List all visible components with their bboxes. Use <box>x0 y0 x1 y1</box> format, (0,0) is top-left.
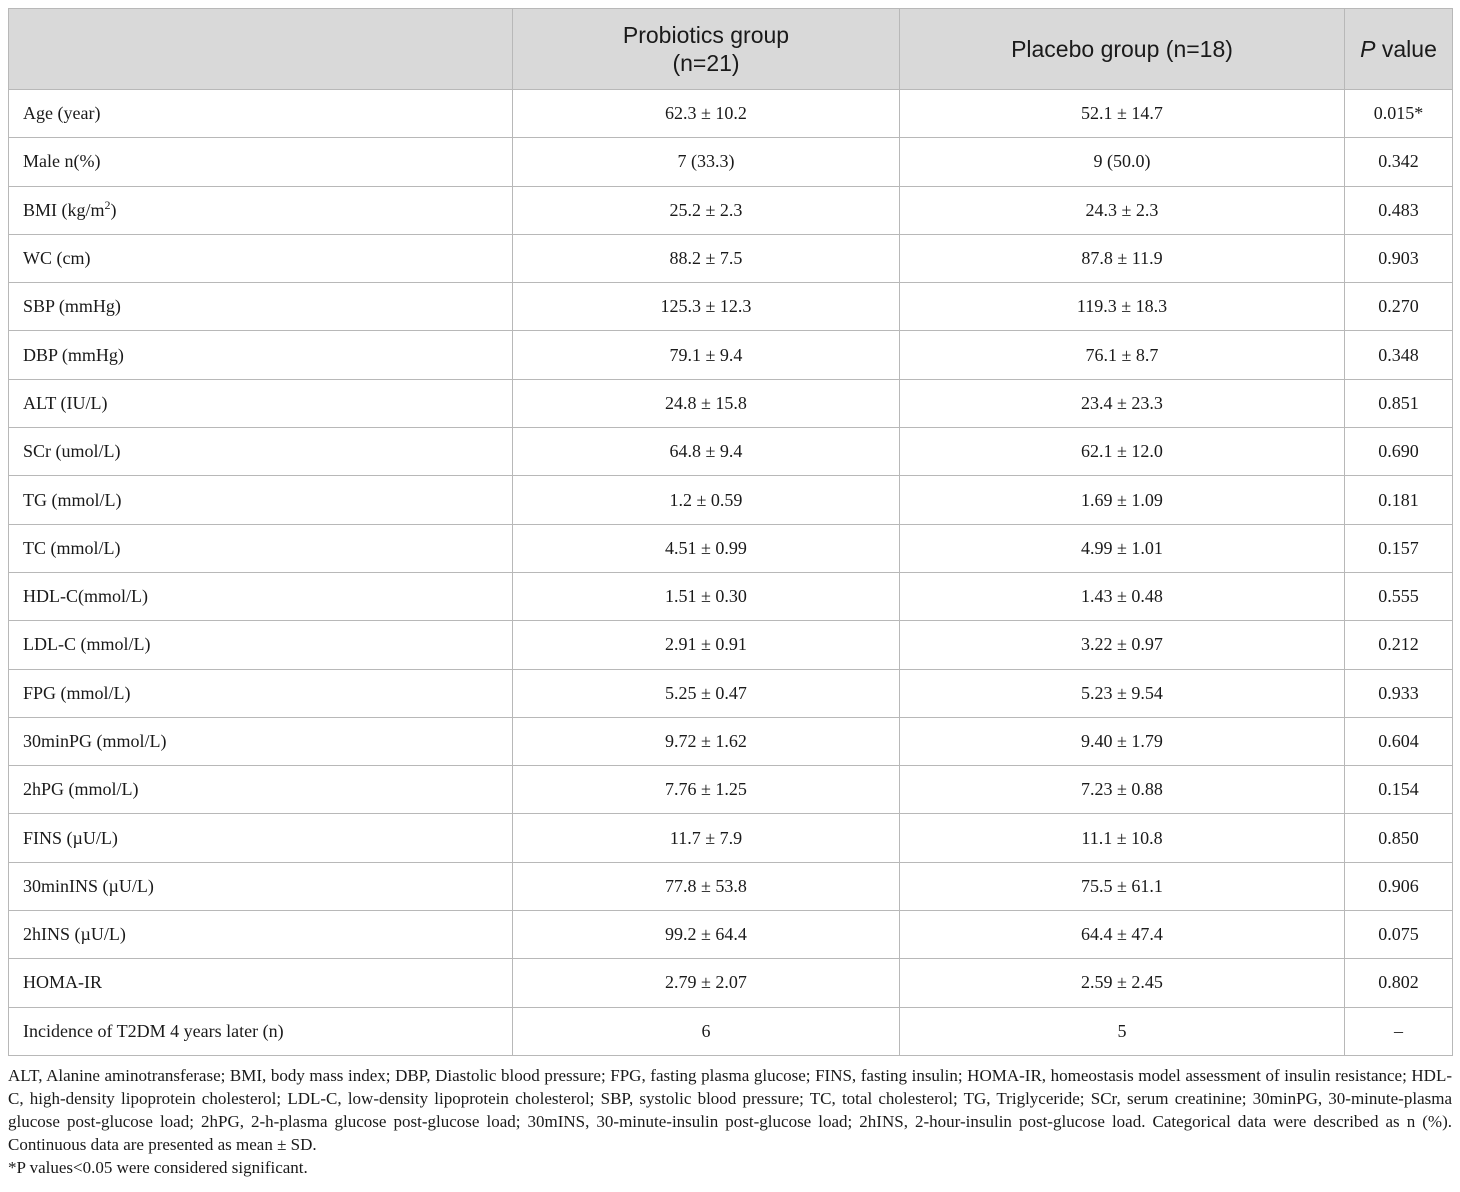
p-value: 0.342 <box>1345 138 1453 186</box>
table-row <box>9 524 1453 572</box>
probiotics-value: 2.91 ± 0.91 <box>513 621 900 669</box>
table-row <box>9 379 1453 427</box>
row-label: Incidence of T2DM 4 years later (n) <box>9 1007 513 1055</box>
row-label: Age (year) <box>9 90 513 138</box>
p-value: 0.157 <box>1345 524 1453 572</box>
probiotics-value: 1.2 ± 0.59 <box>513 476 900 524</box>
placebo-value: 11.1 ± 10.8 <box>900 814 1345 862</box>
header-row <box>9 9 1453 90</box>
placebo-value: 1.69 ± 1.09 <box>900 476 1345 524</box>
placebo-value: 62.1 ± 12.0 <box>900 428 1345 476</box>
placebo-value: 64.4 ± 47.4 <box>900 911 1345 959</box>
table-row <box>9 90 1453 138</box>
placebo-value: 9 (50.0) <box>900 138 1345 186</box>
probiotics-value: 9.72 ± 1.62 <box>513 717 900 765</box>
header-p-letter: P <box>1360 36 1376 62</box>
placebo-value: 1.43 ± 0.48 <box>900 572 1345 620</box>
placebo-value: 75.5 ± 61.1 <box>900 862 1345 910</box>
placebo-value: 24.3 ± 2.3 <box>900 186 1345 234</box>
row-label: HOMA-IR <box>9 959 513 1007</box>
table-row <box>9 283 1453 331</box>
p-value: 0.555 <box>1345 572 1453 620</box>
header-value-word: value <box>1375 36 1437 62</box>
probiotics-value: 25.2 ± 2.3 <box>513 186 900 234</box>
p-value: 0.690 <box>1345 428 1453 476</box>
placebo-value: 5 <box>900 1007 1345 1055</box>
row-label: SBP (mmHg) <box>9 283 513 331</box>
table-row <box>9 766 1453 814</box>
header-probiotics-line2: (n=21) <box>672 50 740 76</box>
probiotics-value: 6 <box>513 1007 900 1055</box>
table-row <box>9 814 1453 862</box>
row-label: DBP (mmHg) <box>9 331 513 379</box>
row-label: 30minPG (mmol/L) <box>9 717 513 765</box>
table-row <box>9 331 1453 379</box>
p-value: 0.906 <box>1345 862 1453 910</box>
row-label: Male n(%) <box>9 138 513 186</box>
table-row <box>9 476 1453 524</box>
p-value: 0.154 <box>1345 766 1453 814</box>
probiotics-value: 99.2 ± 64.4 <box>513 911 900 959</box>
probiotics-value: 2.79 ± 2.07 <box>513 959 900 1007</box>
row-label: 2hINS (µU/L) <box>9 911 513 959</box>
placebo-value: 9.40 ± 1.79 <box>900 717 1345 765</box>
probiotics-value: 24.8 ± 15.8 <box>513 379 900 427</box>
row-label: SCr (umol/L) <box>9 428 513 476</box>
row-label <box>9 186 513 234</box>
header-p-value <box>1345 9 1453 90</box>
header-variable <box>9 9 513 90</box>
probiotics-value: 7.76 ± 1.25 <box>513 766 900 814</box>
table-row <box>9 862 1453 910</box>
header-probiotics-group <box>513 9 900 90</box>
placebo-value: 7.23 ± 0.88 <box>900 766 1345 814</box>
table-row <box>9 717 1453 765</box>
p-value: 0.483 <box>1345 186 1453 234</box>
row-label: TC (mmol/L) <box>9 524 513 572</box>
table-row <box>9 911 1453 959</box>
p-value: 0.015* <box>1345 90 1453 138</box>
placebo-value: 23.4 ± 23.3 <box>900 379 1345 427</box>
p-value: 0.212 <box>1345 621 1453 669</box>
p-value: 0.903 <box>1345 234 1453 282</box>
p-value: 0.270 <box>1345 283 1453 331</box>
row-label: HDL-C(mmol/L) <box>9 572 513 620</box>
p-value: 0.348 <box>1345 331 1453 379</box>
probiotics-value: 4.51 ± 0.99 <box>513 524 900 572</box>
header-placebo-group: Placebo group (n=18) <box>900 9 1345 90</box>
placebo-value: 76.1 ± 8.7 <box>900 331 1345 379</box>
placebo-value: 4.99 ± 1.01 <box>900 524 1345 572</box>
p-value: 0.181 <box>1345 476 1453 524</box>
row-label: ALT (IU/L) <box>9 379 513 427</box>
table-row <box>9 959 1453 1007</box>
table-row <box>9 572 1453 620</box>
row-label: WC (cm) <box>9 234 513 282</box>
placebo-value: 87.8 ± 11.9 <box>900 234 1345 282</box>
p-value: 0.802 <box>1345 959 1453 1007</box>
probiotics-value: 79.1 ± 9.4 <box>513 331 900 379</box>
probiotics-value: 125.3 ± 12.3 <box>513 283 900 331</box>
baseline-characteristics-table <box>8 8 1453 1056</box>
footnote-abbreviations: ALT, Alanine aminotransferase; BMI, body mass index; DBP, Diastolic blood pressure; FPG, fasting plasma glucose; FINS, fasting insulin; HOMA-IR, homeostasis model assessment of insulin resistance; HDL-C, high-density lipoprotein cholesterol; LDL-C, low-density lipoprotein cholesterol; SBP, systolic blood pressure; TC, total cholesterol; TG, Triglyceride; SCr, serum creatinine; 30minPG, 30-minute-plasma glucose post-glucose load; 2hPG, 2-h-plasma glucose post-glucose load; 30mINS, 30-minute-insulin post-glucose load; 2hINS, 2-hour-insulin post-glucose load. Categorical data were described as n (%). Continuous data are presented as mean ± SD. <box>8 1065 1452 1154</box>
table-container <box>8 8 1452 1179</box>
row-label: 2hPG (mmol/L) <box>9 766 513 814</box>
bmi-label-superscript: 2 <box>104 197 111 212</box>
table-row <box>9 186 1453 234</box>
p-value: 0.851 <box>1345 379 1453 427</box>
placebo-value: 119.3 ± 18.3 <box>900 283 1345 331</box>
probiotics-value: 88.2 ± 7.5 <box>513 234 900 282</box>
table-footnotes <box>8 1064 1452 1179</box>
placebo-value: 2.59 ± 2.45 <box>900 959 1345 1007</box>
p-value: 0.075 <box>1345 911 1453 959</box>
header-probiotics-line1: Probiotics group <box>622 22 790 48</box>
p-value: – <box>1345 1007 1453 1055</box>
probiotics-value: 77.8 ± 53.8 <box>513 862 900 910</box>
table-row <box>9 669 1453 717</box>
probiotics-value: 62.3 ± 10.2 <box>513 90 900 138</box>
row-label: LDL-C (mmol/L) <box>9 621 513 669</box>
probiotics-value: 11.7 ± 7.9 <box>513 814 900 862</box>
table-row <box>9 621 1453 669</box>
probiotics-value: 1.51 ± 0.30 <box>513 572 900 620</box>
probiotics-value: 5.25 ± 0.47 <box>513 669 900 717</box>
footnote-significance: *P values<0.05 were considered significant. <box>8 1157 308 1177</box>
table-row <box>9 428 1453 476</box>
placebo-value: 5.23 ± 9.54 <box>900 669 1345 717</box>
row-label: TG (mmol/L) <box>9 476 513 524</box>
p-value: 0.604 <box>1345 717 1453 765</box>
row-label: 30minINS (µU/L) <box>9 862 513 910</box>
bmi-label-main: BMI (kg/m <box>23 199 105 220</box>
table-row <box>9 234 1453 282</box>
row-label: FINS (µU/L) <box>9 814 513 862</box>
placebo-value: 52.1 ± 14.7 <box>900 90 1345 138</box>
probiotics-value: 64.8 ± 9.4 <box>513 428 900 476</box>
row-label: FPG (mmol/L) <box>9 669 513 717</box>
p-value: 0.933 <box>1345 669 1453 717</box>
table-row <box>9 138 1453 186</box>
bmi-label-end: ) <box>110 199 117 220</box>
p-value: 0.850 <box>1345 814 1453 862</box>
probiotics-value: 7 (33.3) <box>513 138 900 186</box>
table-row <box>9 1007 1453 1055</box>
placebo-value: 3.22 ± 0.97 <box>900 621 1345 669</box>
